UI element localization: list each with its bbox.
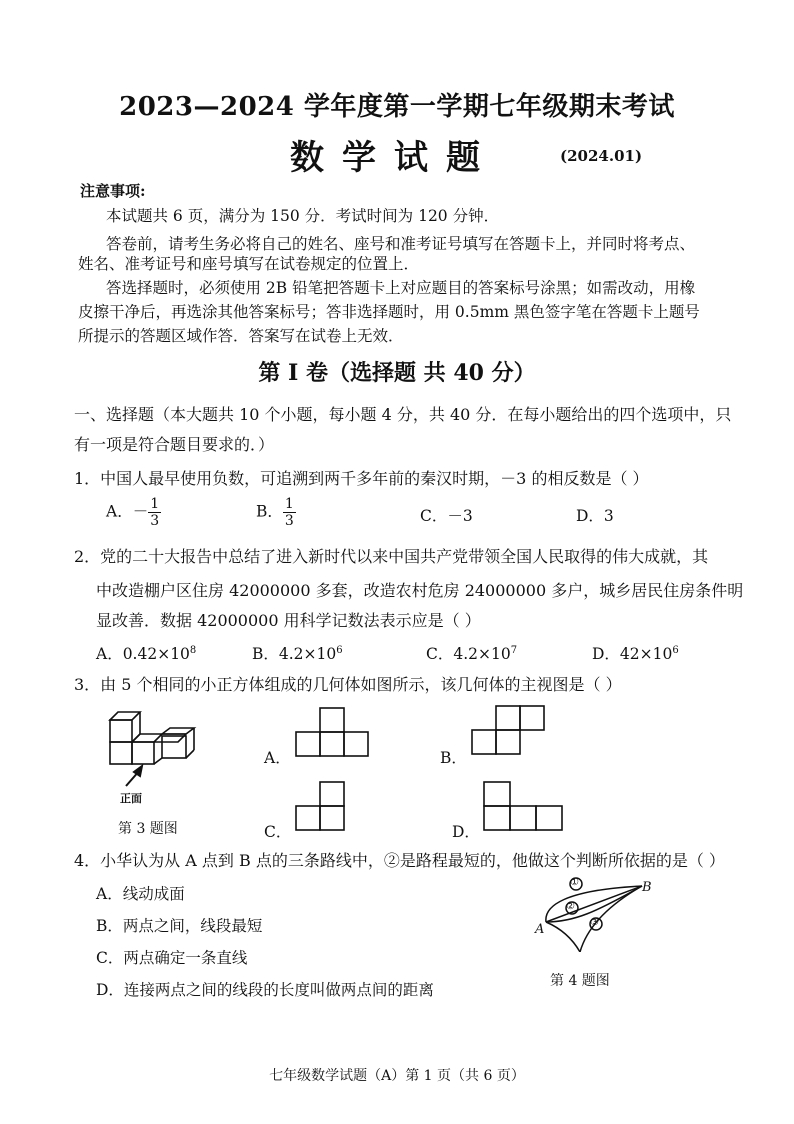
option-text: A．0.42×10 [96, 645, 190, 663]
question-3-option-b: B． [440, 749, 467, 767]
notice-line: 姓名、准考证号和座号填写在试卷规定的位置上． [78, 255, 420, 273]
fraction [283, 496, 296, 529]
view-option-c [294, 778, 354, 836]
question-1-option-a [106, 496, 161, 529]
figure-4-caption: 第 4 题图 [550, 973, 610, 989]
page-footer: 七年级数学试题（A）第 1 页（共 6 页） [269, 1068, 525, 1084]
section-title: 第 I 卷（选择题 共 40 分） [258, 360, 536, 386]
option-label: A．－ [106, 502, 149, 521]
question-1-option-b [256, 496, 296, 529]
question-2-option-a [96, 642, 196, 664]
question-4-option-c: C．两点确定一条直线 [96, 949, 248, 967]
fraction [148, 496, 161, 529]
notice-line: 本试题共 6 页，满分为 150 分．考试时间为 120 分钟． [106, 207, 500, 225]
figure-3-caption: 第 3 题图 [118, 821, 178, 837]
exam-title: 2023—2024 学年度第一学期七年级期末考试 [119, 92, 675, 122]
notice-line: 答选择题时，必须使用 2B 铅笔把答题卡上对应题目的答案标号涂黑；如需改动，用橡 [106, 279, 696, 297]
question-2-option-d [592, 642, 679, 664]
part1-intro: 一、选择题（本大题共 10 个小题，每小题 4 分，共 40 分．在每小题给出的四个选项中，只 [74, 405, 732, 424]
question-2-stem: 中改造棚户区住房 42000000 多套，改造农村危房 24000000 多户，城乡居民住房条件明 [96, 581, 744, 600]
option-text: B．4.2×10 [252, 645, 337, 663]
denominator: 3 [150, 513, 160, 529]
point-b-label: B [642, 880, 652, 895]
question-4-option-b: B．两点之间，线段最短 [96, 917, 263, 935]
view-option-a [294, 704, 374, 762]
exponent: 6 [672, 644, 679, 656]
question-4-stem: 4．小华认为从 A 点到 B 点的三条路线中，②是路程最短的，他做这个判断所依据的是（ ） [74, 851, 725, 870]
question-1-stem: 1．中国人最早使用负数，可追溯到两千多年前的秦汉时期，－3 的相反数是（ ） [74, 469, 649, 488]
denominator: 3 [284, 513, 294, 529]
question-2-option-c [426, 642, 517, 664]
question-4-option-d: D．连接两点之间的线段的长度叫做两点间的距离 [96, 981, 434, 999]
question-1-option-c: C．－3 [420, 507, 473, 525]
exponent: 6 [336, 644, 343, 656]
question-4-option-a: A．线动成面 [96, 885, 185, 903]
exponent: 7 [510, 644, 518, 656]
question-2-stem: 显改善．数据 42000000 用科学记数法表示应是（ ） [96, 611, 481, 630]
route-1-label: ① [570, 877, 579, 888]
question-3-option-d: D． [452, 823, 480, 841]
question-2-option-b [252, 642, 343, 664]
front-label: 正面 [120, 792, 142, 805]
question-1-option-d: D．3 [576, 507, 614, 525]
notice-line: 答卷前，请考生务必将自己的姓名、座号和准考证号填写在答题卡上，并同时将考点、 [106, 235, 696, 253]
exponent: 8 [189, 644, 197, 656]
question-3-stem: 3．由 5 个相同的小正方体组成的几何体如图所示，该几何体的主视图是（ ） [74, 675, 622, 694]
subject-title: 数学试题 [290, 138, 498, 178]
option-text: D．42×10 [592, 645, 673, 663]
notice-line: 皮擦干净后，再选涂其他答案标号；答非选择题时，用 0.5mm 黑色签字笔在答题卡上题号 [78, 303, 700, 321]
question-3-option-a: A． [264, 749, 291, 767]
route-2-label: ② [566, 901, 575, 912]
question-3-option-c: C． [264, 823, 292, 841]
view-option-b [470, 702, 550, 760]
view-option-d [482, 778, 568, 836]
option-text: C．4.2×10 [426, 645, 511, 663]
notice-line: 所提示的答题区域作答．答案写在试卷上无效． [78, 327, 404, 345]
cube-solid-figure [100, 700, 210, 810]
point-a-label: A [535, 922, 545, 937]
route-3-label: ③ [590, 917, 599, 928]
question-2-stem: 2．党的二十大报告中总结了进入新时代以来中国共产党带领全国人民取得的伟大成就，其 [74, 547, 709, 566]
exam-date: (2024.01) [560, 147, 643, 165]
numerator: 1 [150, 496, 160, 512]
numerator: 1 [284, 496, 294, 512]
notice-heading: 注意事项: [80, 182, 146, 200]
part1-intro: 有一项是符合题目要求的．） [74, 435, 275, 454]
option-label: B． [256, 502, 283, 521]
